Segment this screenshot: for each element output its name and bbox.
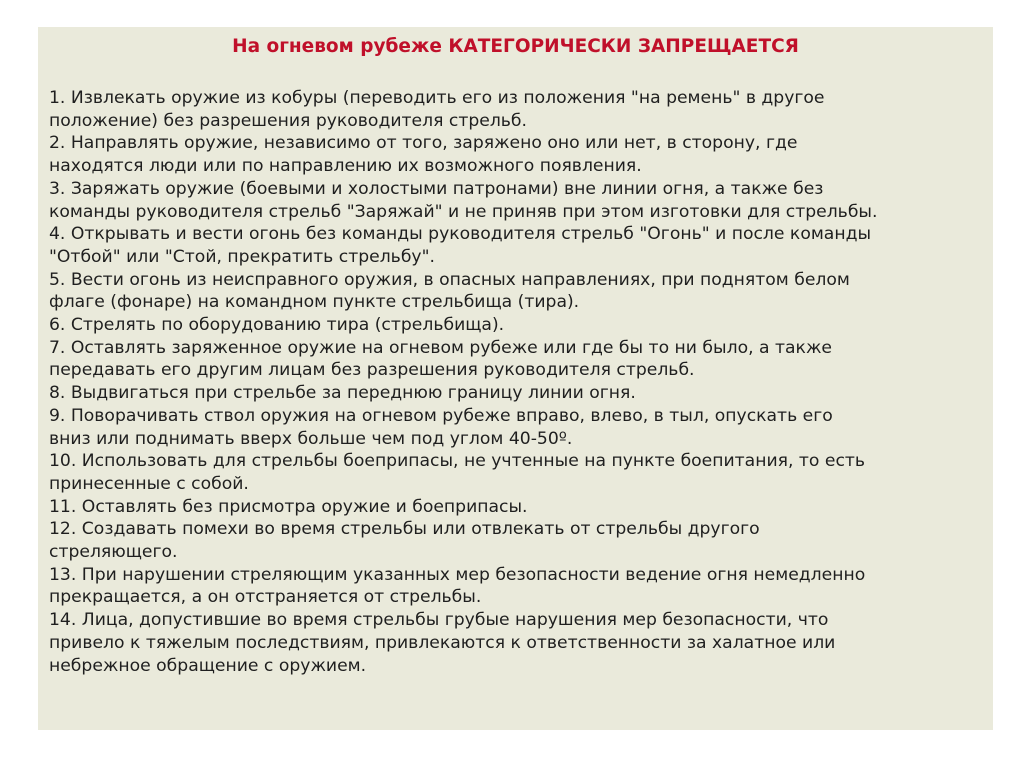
rule-item-2: 2. Направлять оружие, независимо от того, заряжено оно или нет, в сторону, где находятся люди или по направлению их возможного появления. — [49, 133, 798, 177]
slide-title: На огневом рубеже КАТЕГОРИЧЕСКИ ЗАПРЕЩАЕТСЯ — [232, 36, 799, 57]
rule-item-12: 12. Создавать помехи во время стрельбы или отвлекать от стрельбы другого стреляющего. — [49, 519, 760, 563]
rule-item-1: 1. Извлекать оружие из кобуры (переводить его из положения "на ремень" в другое положение) без разрешения руководителя стрельб. — [49, 88, 825, 131]
rule-item-4: 4. Открывать и вести огонь без команды руководителя стрельб "Огонь" и после команды "Отбой" или "Стой, прекратить стрельбу". — [49, 224, 872, 267]
rule-item-8: 8. Выдвигаться при стрельбе за переднюю границу линии огня. — [49, 383, 636, 404]
rule-item-11: 11. Оставлять без присмотра оружие и боеприпасы. — [49, 496, 528, 517]
rule-item-6: 6. Стрелять по оборудованию тира (стрельбища). — [49, 315, 505, 336]
rule-item-14: 14. Лица, допустившие во время стрельбы грубые нарушения мер безопасности, что привело к тяжелым последствиям, привлекаются к ответственности за халатное или небрежное обращение с оружием. — [49, 610, 836, 676]
rule-item-3: 3. Заряжать оружие (боевыми и холостыми патронами) вне линии огня, а также без команды руководителя стрельб "Заряжай" и не приняв при этом изготовки для стрельбы. — [49, 178, 878, 222]
rule-item-10: 10. Использовать для стрельбы боеприпасы, не учтенные на пункте боепитания, то есть принесенные с собой. — [49, 451, 866, 494]
rule-item-13: 13. При нарушении стреляющим указанных мер безопасности ведение огня немедленно прекращается, а он отстраняется от стрельбы. — [49, 564, 866, 608]
rule-item-5: 5. Вести огонь из неисправного оружия, в опасных направлениях, при поднятом белом флаге (фонаре) на командном пункте стрельбища (тира). — [49, 269, 850, 313]
rule-item-7: 7. Оставлять заряженное оружие на огневом рубеже или где бы то ни было, а также передавать его другим лицам без разрешения руководителя стрельб. — [49, 337, 832, 381]
rule-item-9: 9. Поворачивать ствол оружия на огневом рубеже вправо, влево, в тыл, опускать его вниз или поднимать вверх больше чем под углом 40-50º. — [49, 405, 833, 449]
rules-list — [49, 87, 987, 677]
content-panel — [38, 27, 993, 730]
